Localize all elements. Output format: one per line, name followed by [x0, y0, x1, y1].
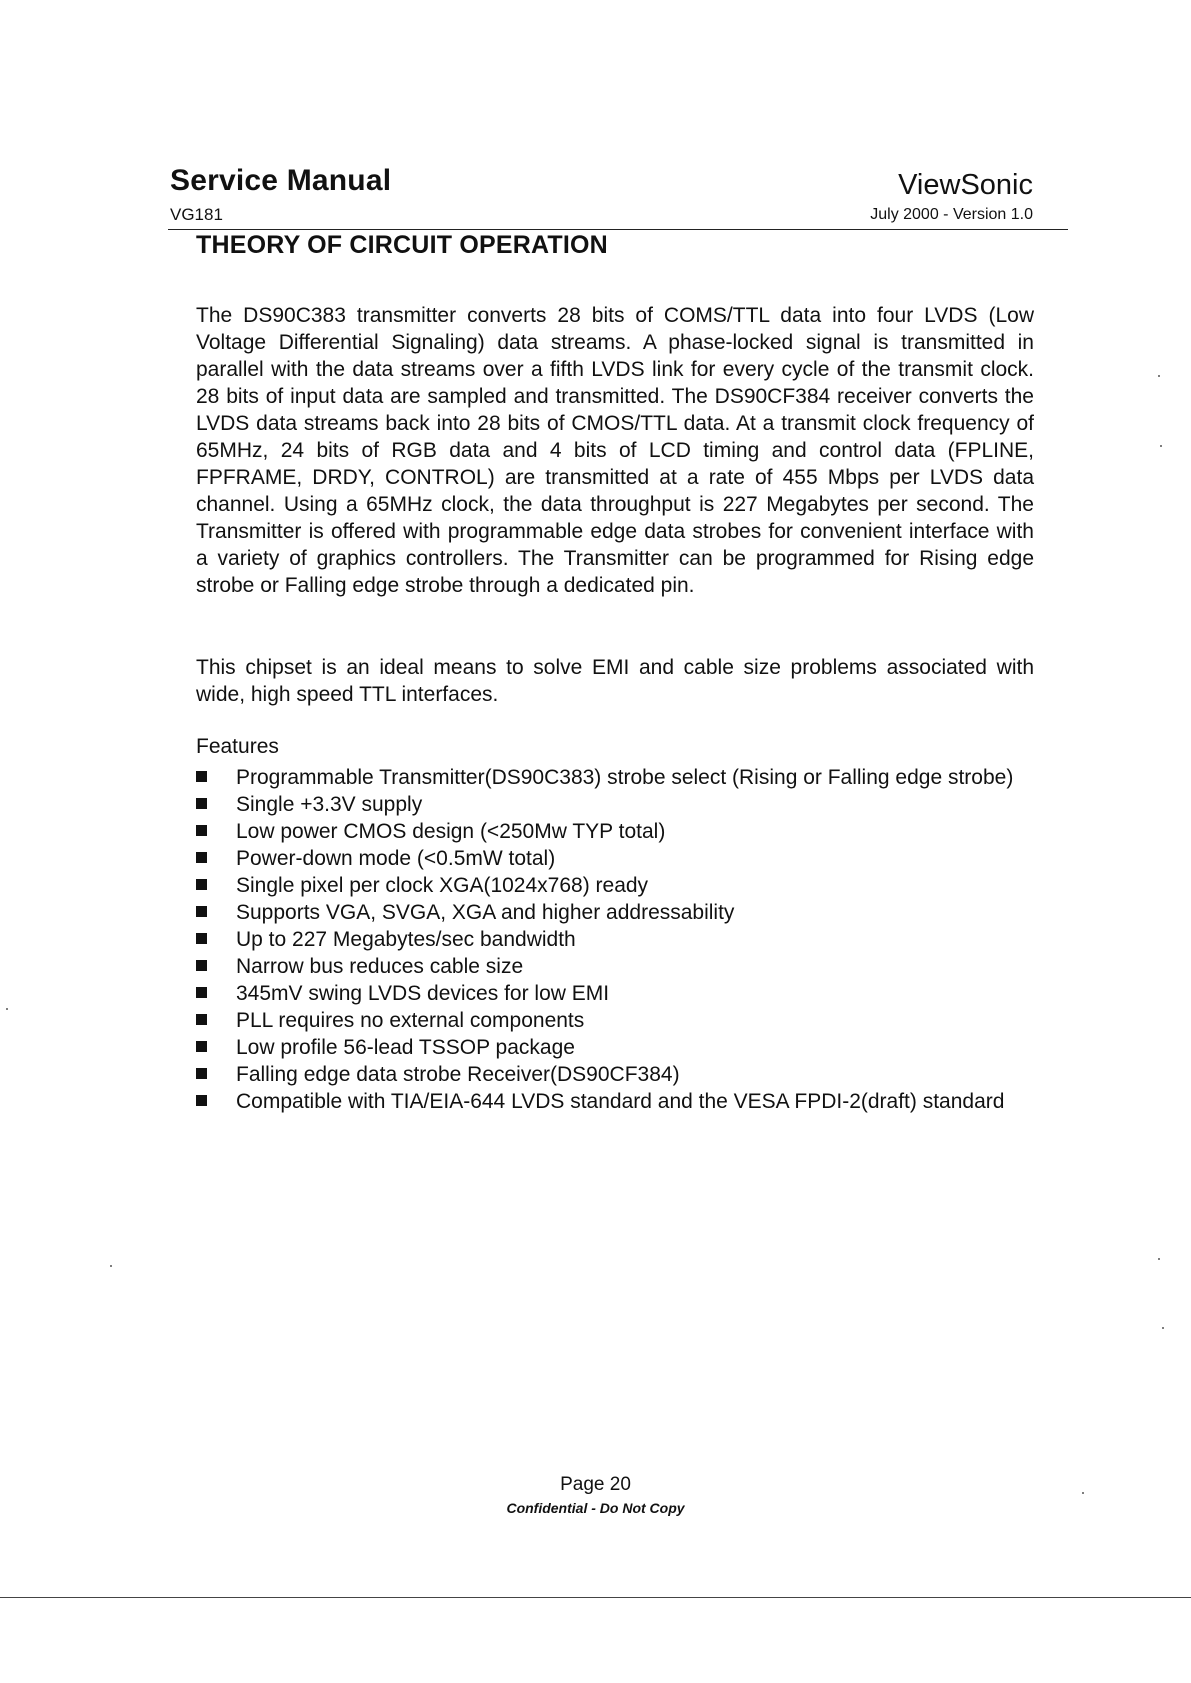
- features-heading: Features: [196, 735, 279, 758]
- feature-item: [196, 872, 1034, 899]
- feature-item: [196, 1061, 1034, 1088]
- feature-text: 345mV swing LVDS devices for low EMI: [236, 982, 610, 1005]
- manual-title: Service Manual: [170, 164, 392, 197]
- feature-item: [196, 818, 1034, 845]
- scan-speck: [1158, 1258, 1160, 1260]
- scan-speck: [110, 1265, 112, 1267]
- feature-item: [196, 953, 1034, 980]
- feature-text: Narrow bus reduces cable size: [236, 955, 524, 978]
- features-list: [196, 764, 1034, 1115]
- scan-speck: [1162, 1327, 1164, 1329]
- feature-text: Supports VGA, SVGA, XGA and higher addressability: [236, 901, 735, 924]
- feature-text: Up to 227 Megabytes/sec bandwidth: [236, 928, 576, 951]
- square-bullet-icon: [196, 987, 207, 998]
- feature-item: [196, 764, 1034, 791]
- feature-text: Single +3.3V supply: [236, 793, 423, 816]
- feature-text: Falling edge data strobe Receiver(DS90CF384): [236, 1063, 680, 1086]
- square-bullet-icon: [196, 906, 207, 917]
- square-bullet-icon: [196, 1041, 207, 1052]
- feature-item: [196, 980, 1034, 1007]
- feature-item: [196, 899, 1034, 926]
- scan-speck: [1082, 1492, 1084, 1494]
- model-number: VG181: [170, 205, 223, 224]
- header-rule: [168, 229, 1068, 230]
- feature-text: Single pixel per clock XGA(1024x768) ready: [236, 874, 649, 897]
- square-bullet-icon: [196, 933, 207, 944]
- feature-item: [196, 1007, 1034, 1034]
- confidential-notice: Confidential - Do Not Copy: [506, 1500, 685, 1516]
- section-title: THEORY OF CIRCUIT OPERATION: [196, 231, 608, 259]
- feature-text: Low power CMOS design (<250Mw TYP total): [236, 820, 666, 843]
- square-bullet-icon: [196, 825, 207, 836]
- feature-item: [196, 1034, 1034, 1061]
- square-bullet-icon: [196, 1014, 207, 1025]
- feature-item: [196, 845, 1034, 872]
- square-bullet-icon: [196, 879, 207, 890]
- square-bullet-icon: [196, 798, 207, 809]
- paragraph-1: The DS90C383 transmitter converts 28 bits of COMS/TTL data into four LVDS (Low Voltage Differential Signaling) data streams. A phase-locked signal is transmitted in parallel with the data streams over a fifth LVDS link for every cycle of the transmit clock. 28 bits of input data are sampled and transmitted. The DS90CF384 receiver converts the LVDS data streams back into 28 bits of CMOS/TTL data. At a transmit clock frequency of 65MHz, 24 bits of RGB data and 4 bits of LCD timing and control data (FPLINE, FPFRAME, DRDY, CONTROL) are transmitted at a rate of 455 Mbps per LVDS data channel. Using a 65MHz clock, the data throughput is 227 Megabytes per second. The Transmitter is offered with programmable edge data strobes for convenient interface with a variety of graphics controllers. The Transmitter can be programmed for Rising edge strobe or Falling edge strobe through a dedicated pin.: [196, 304, 1034, 597]
- page-number: Page 20: [560, 1474, 631, 1495]
- brand-name: ViewSonic: [898, 169, 1033, 201]
- scan-speck: [1160, 445, 1162, 447]
- scan-speck: [1158, 375, 1160, 377]
- square-bullet-icon: [196, 960, 207, 971]
- feature-text: Compatible with TIA/EIA-644 LVDS standard and the VESA FPDI-2(draft) standard: [236, 1090, 1005, 1113]
- square-bullet-icon: [196, 771, 207, 782]
- feature-item: [196, 926, 1034, 953]
- square-bullet-icon: [196, 852, 207, 863]
- feature-text: Low profile 56-lead TSSOP package: [236, 1036, 575, 1059]
- square-bullet-icon: [196, 1095, 207, 1106]
- square-bullet-icon: [196, 1068, 207, 1079]
- feature-item: [196, 1088, 1034, 1115]
- scan-bottom-rule: [0, 1597, 1191, 1598]
- feature-text: PLL requires no external components: [236, 1009, 585, 1032]
- feature-text: Programmable Transmitter(DS90C383) strobe select (Rising or Falling edge strobe): [236, 766, 1014, 789]
- date-version: July 2000 - Version 1.0: [870, 206, 1033, 223]
- feature-text: Power-down mode (<0.5mW total): [236, 847, 556, 870]
- feature-item: [196, 791, 1034, 818]
- scan-speck: [6, 1008, 8, 1010]
- paragraph-2: This chipset is an ideal means to solve EMI and cable size problems associated with wide, high speed TTL interfaces.: [196, 656, 1034, 706]
